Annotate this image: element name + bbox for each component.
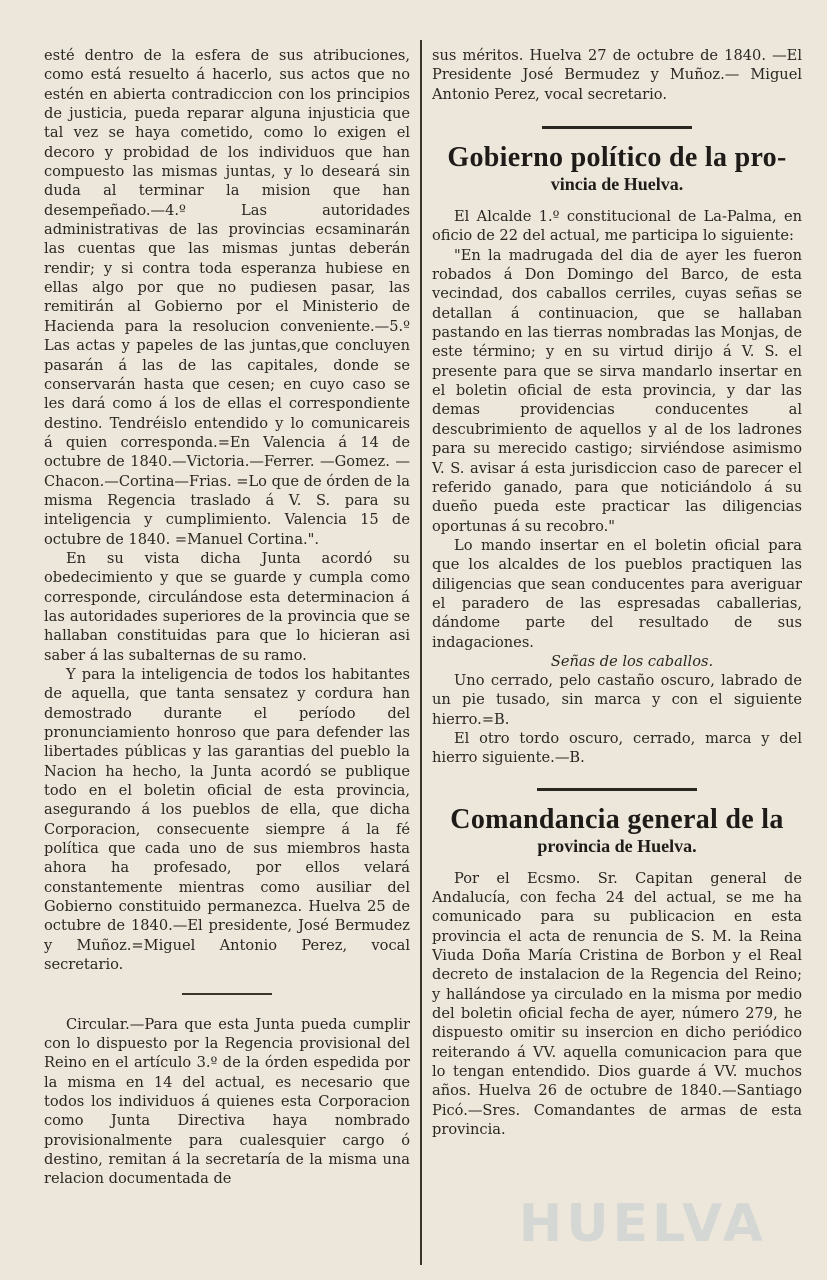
horse-sign-1: Uno cerrado, pelo castaño oscuro, labrado de un pie tusado, sin marca y con el siguiente hierro.=B. <box>432 671 802 728</box>
right-column <box>432 46 802 1139</box>
section-title-comandancia: Comandancia general de la <box>450 803 784 835</box>
left-paragraph-circular: Circular.—Para que esta Junta pueda cumplir con lo dispuesto por la Regencia provisional del Reino en el artículo 3.º de la órden espedida por la misma en 14 del actual, es necesario que todos los individuos á quienes esta Corporacion como Junta Directiva haya nombrado provisionalmente para cualesquier cargo ó destino, remitan á la secretaría de la misma una relacion documentada de <box>44 1015 410 1188</box>
left-paragraph-3: Y para la inteligencia de todos los habitantes de aquella, que tanta sensatez y cordura han demostrado durante el período del pronunciamiento honroso que para defender las libertades públicas y las garantias del pueblo la Nacion ha hecho, la Junta acordó se publique todo en el boletin oficial de esta provincia, asegurando á los pueblos de ella, que dicha Corporacion, consecuente siempre á la fé política que cada uno de sus miembros hasta ahora ha profesado, por ellos velará constantemente mientras como ausiliar del Gobierno constituido permanezca. Huelva 25 de octubre de 1840.—El presidente, José Bermudez y Muñoz.=Miguel Antonio Perez, vocal secretario. <box>44 666 410 974</box>
horse-sign-2: El otro tordo oscuro, cerrado, marca y del hierro siguiente.—B. <box>432 729 802 767</box>
signs-title: Señas de los caballos. <box>550 652 714 670</box>
left-paragraph-1: esté dentro de la esfera de sus atribuciones, como está resuelto á hacerlo, sus actos que no estén en abierta contradiccion con los principios de justicia, pueda reparar alguna injusticia que tal vez se haya cometido, como lo exigen el decoro y probidad de los individuos que han compuesto las mismas juntas, y lo deseará sin duda al terminar la mision que han desempeñado.—4.º Las autoridades administrativas de las provincias ecsaminarán las cuentas que las mismas juntas deberán rendir; y si contra toda esperanza hubiese en ellas algo por que no pudiesen pasar, las remitirán al Gobierno por el Ministerio de Hacienda para la resolucion conveniente.—5.º Las actas y papeles de las juntas,que concluyen pasarán á las de las capitales, donde se conservarán hasta que cesen; en cuyo caso se les dará como á los de ellas el correspondiente destino. Tendréislo entendido y lo comunicareis á quien corresponda.=En Valencia á 14 de octubre de 1840.—Victoria.—Ferrer. —Gomez. — Chacon.—Cortina—Frias. =Lo que de órden de la misma Regencia traslado á V. S. para su inteligencia y cumplimiento. Valencia 15 de octubre de 1840. =Manuel Cortina.". <box>44 47 410 548</box>
column-divider <box>420 40 422 1265</box>
section-rule <box>537 788 697 791</box>
archive-watermark: HUELVA <box>518 1194 767 1254</box>
section-subtitle-gobierno: vincia de Huelva. <box>550 174 684 195</box>
section-subtitle-comandancia: provincia de Huelva. <box>537 835 697 856</box>
left-paragraph-2: En su vista dicha Junta acordó su obedecimiento y que se guarde y cumpla como corresponde, circulándose esta determinacion á las autoridades superiores de la provincia que se hallaban constituidas para que lo hicieran asi saber á las subalternas de su ramo. <box>44 549 410 664</box>
left-column <box>44 46 410 1189</box>
right-continuation: sus méritos. Huelva 27 de octubre de 1840. —El Presidente José Bermudez y Muñoz.— Miguel Antonio Perez, vocal secretario. <box>432 47 802 103</box>
separator-rule <box>182 993 272 995</box>
gobierno-paragraph-2: "En la madrugada del dia de ayer les fueron robados á Don Domingo del Barco, de esta vecindad, dos caballos cerriles, cuyas señas se detallan á continuacion, que se hallaban pastando en las tierras nombradas las Monjas, de este término; y en su virtud dirijo á V. S. el presente para que se sirva mandarlo insertar en el boletin oficial de esta provincia, y dar las demas providencias conducentes al descubrimiento de aquellos y al de los ladrones para su merecido castigo; sirviéndose asimismo V. S. avisar á esta jurisdiccion caso de parecer el referido ganado, para que noticiándolo á su dueño pueda este practicar las diligencias oportunas á su recobro." <box>432 246 802 535</box>
comandancia-paragraph-1: Por el Ecsmo. Sr. Capitan general de Andalucía, con fecha 24 del actual, se me ha comunicado para su publicacion en esta provincia el acta de renuncia de S. M. la Reina Viuda Doña María Cristina de Borbon y el Real decreto de instalacion de la Regencia del Reino; y hallándose ya circulado en la misma por medio del boletin oficial fecha de ayer, número 279, he dispuesto omitir su insercion en dicho periódico reiterando á VV. aquella comunicacion para que lo tengan entendido. Dios guarde á VV. muchos años. Huelva 26 de octubre de 1840.—Santiago Picó.—Sres. Comandantes de armas de esta provincia. <box>432 869 802 1139</box>
gobierno-paragraph-1: El Alcalde 1.º constitucional de La-Palma, en oficio de 22 del actual, me participa lo siguiente: <box>432 208 802 245</box>
gobierno-paragraph-3: Lo mando insertar en el boletin oficial para que los alcaldes de los pueblos practiquen las diligencias que sean conducentes para averiguar el paradero de las espresadas caballerias, dándome parte del resultado de sus indagaciones. <box>432 536 802 651</box>
section-rule <box>542 126 692 129</box>
section-title-gobierno: Gobierno político de la pro- <box>447 142 787 174</box>
